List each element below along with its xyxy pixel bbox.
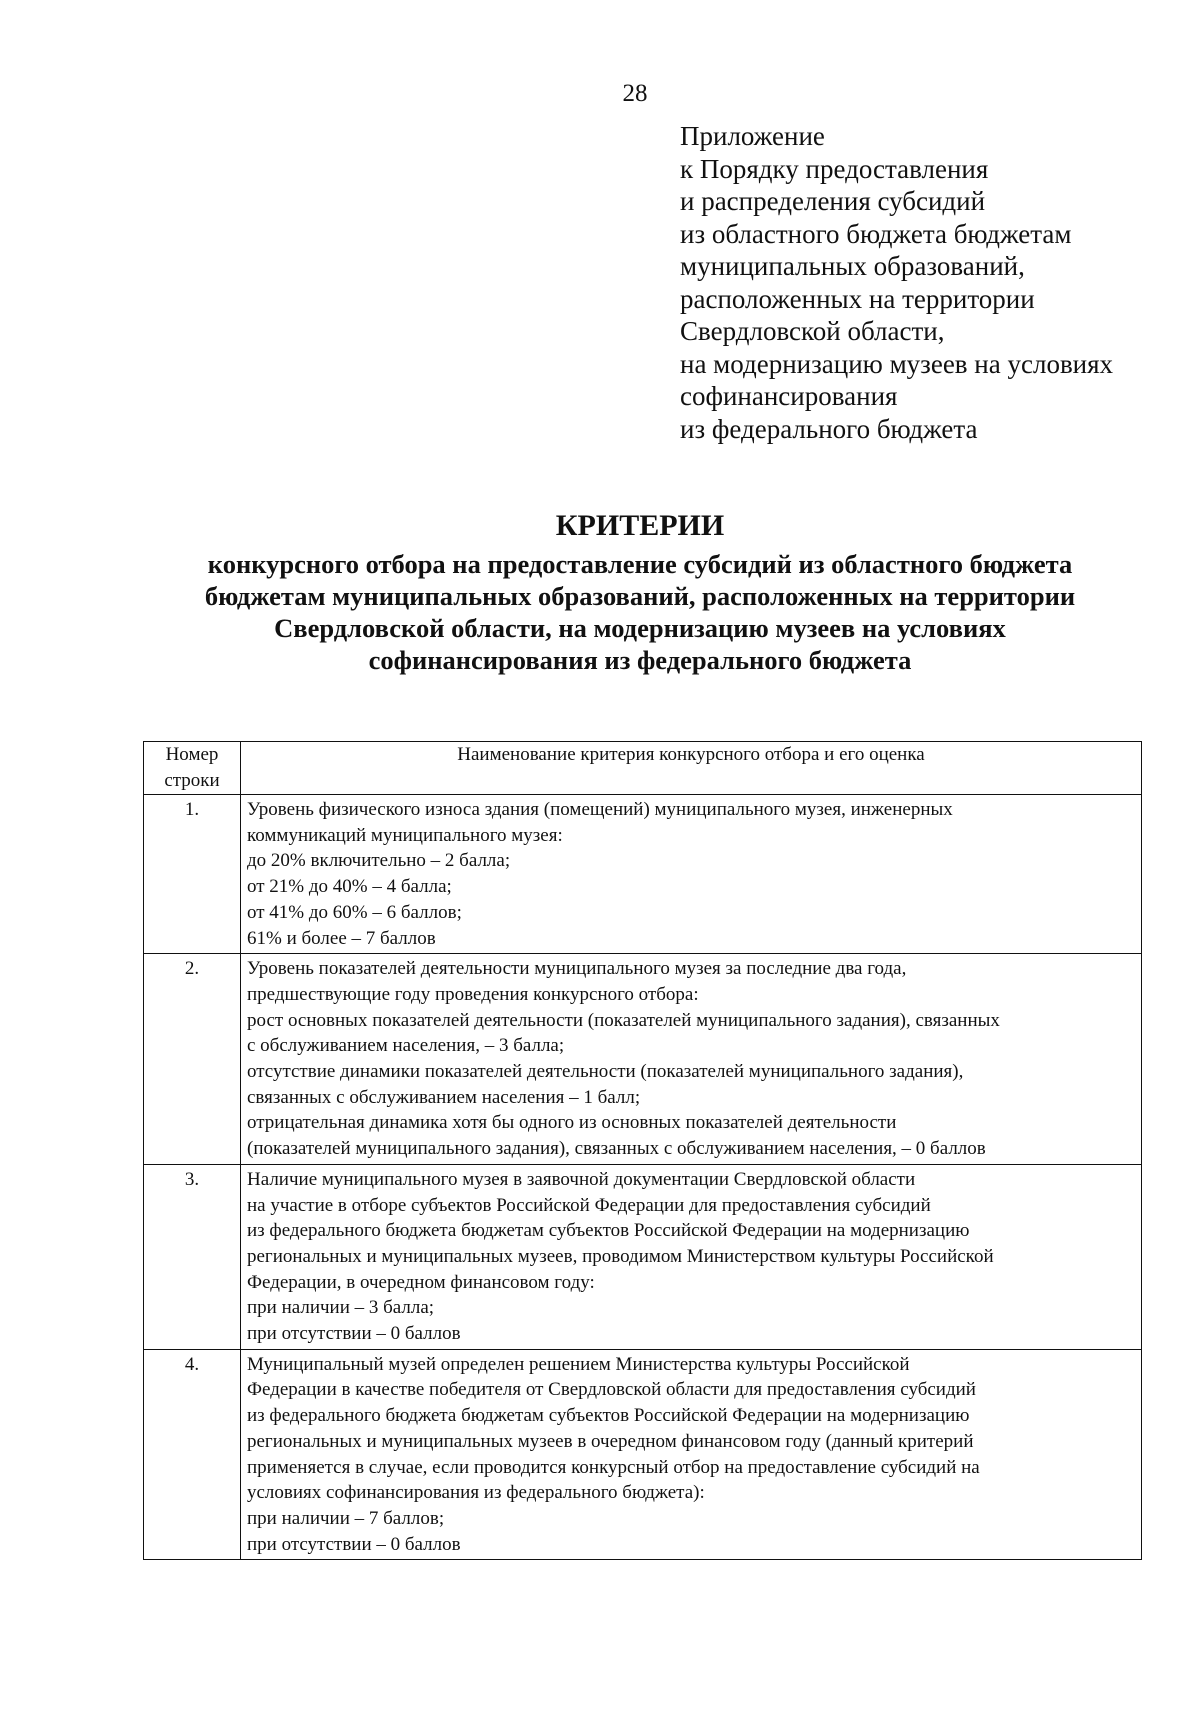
criterion-line: Федерации, в очередном финансовом году:: [247, 1271, 595, 1293]
appendix-line: из федерального бюджета: [680, 413, 978, 444]
subtitle-line: конкурсного отбора на предоставление субсидий из областного бюджета: [207, 549, 1073, 579]
table-row: [144, 795, 1142, 954]
criterion-line: из федерального бюджета бюджетам субъектов Российской Федерации на модернизацию: [247, 1405, 970, 1427]
row-criterion: [241, 1349, 1142, 1560]
criterion-line: (показателей муниципального задания), связанных с обслуживанием населения, – 0 баллов: [247, 1138, 986, 1160]
criteria-table: [143, 741, 1142, 1560]
appendix-line: на модернизацию музеев на условиях: [680, 348, 1114, 379]
table-row: [144, 954, 1142, 1165]
criterion-line: Уровень показателей деятельности муниципального музея за последние два года,: [247, 958, 907, 980]
criterion-line: при отсутствии – 0 баллов: [247, 1533, 461, 1555]
criterion-line: Уровень физического износа здания (помещений) муниципального музея, инженерных: [247, 799, 953, 820]
document-title: [130, 508, 1150, 676]
appendix-line: Приложение: [680, 121, 825, 151]
row-criterion: [241, 954, 1142, 1165]
criterion-line: региональных и муниципальных музеев, проводимом Министерством культуры Российской: [247, 1245, 994, 1267]
criterion-line: коммуникаций муниципального музея:: [247, 824, 563, 846]
row-number: 1.: [144, 795, 241, 954]
criterion-line: с обслуживанием населения, – 3 балла;: [247, 1035, 565, 1057]
criterion-line: связанных с обслуживанием населения – 1 балл;: [247, 1086, 641, 1108]
criterion-line: региональных и муниципальных музеев в очередном финансовом году (данный критерий: [247, 1430, 974, 1452]
criterion-line: от 41% до 60% – 6 баллов;: [247, 901, 462, 923]
title-main: КРИТЕРИИ: [555, 509, 725, 542]
column-header-number-line: Номер: [165, 744, 219, 765]
criterion-line: отрицательная динамика хотя бы одного из основных показателей деятельности: [247, 1112, 897, 1134]
appendix-line: и распределения субсидий: [680, 186, 986, 216]
criterion-line: предшествующие году проведения конкурсного отбора:: [247, 983, 699, 1005]
appendix-line: к Порядку предоставления: [680, 153, 989, 184]
criterion-line: Муниципальный музей определен решением Министерства культуры Российской: [247, 1353, 910, 1375]
criterion-line: на участие в отборе субъектов Российской Федерации для предоставления субсидий: [247, 1194, 931, 1216]
subtitle-line: Свердловской области, на модернизацию музеев на условиях: [274, 613, 1006, 643]
row-number: 2.: [144, 954, 241, 1165]
criterion-line: 61% и более – 7 баллов: [247, 927, 436, 949]
row-number: 3.: [144, 1164, 241, 1349]
criterion-line: при наличии – 7 баллов;: [247, 1507, 445, 1529]
criterion-line: условиях софинансирования из федерального бюджета):: [247, 1482, 705, 1504]
criterion-line: применяется в случае, если проводится конкурсный отбор на предоставление субсидий на: [247, 1456, 980, 1478]
column-header-number-line: строки: [164, 769, 220, 791]
row-number: 4.: [144, 1349, 241, 1560]
column-header-name: Наименование критерия конкурсного отбора и его оценка: [241, 742, 1142, 795]
criterion-line: при наличии – 3 балла;: [247, 1297, 435, 1319]
appendix-line: софинансирования: [680, 381, 898, 411]
criterion-line: Федерации в качестве победителя от Свердловской области для предоставления субсидий: [247, 1379, 976, 1401]
criterion-line: при отсутствии – 0 баллов: [247, 1323, 461, 1345]
page-number: 28: [622, 80, 648, 107]
appendix-line: муниципальных образований,: [680, 251, 1025, 281]
appendix-block: [680, 120, 1180, 445]
table-row: [144, 1164, 1142, 1349]
table-header-row: [144, 742, 1142, 795]
criterion-line: рост основных показателей деятельности (показателей муниципального задания), связанных: [247, 1009, 1000, 1031]
criterion-line: Наличие муниципального музея в заявочной документации Свердловской области: [247, 1168, 916, 1190]
appendix-line: расположенных на территории: [680, 283, 1035, 314]
table-row: [144, 1349, 1142, 1560]
criterion-line: отсутствие динамики показателей деятельности (показателей муниципального задания),: [247, 1061, 964, 1083]
column-header-number: [144, 742, 241, 795]
appendix-line: Свердловской области,: [680, 316, 945, 346]
appendix-line: из областного бюджета бюджетам: [680, 218, 1072, 249]
criterion-line: до 20% включительно – 2 балла;: [247, 850, 511, 872]
row-criterion: [241, 795, 1142, 954]
criterion-line: из федерального бюджета бюджетам субъектов Российской Федерации на модернизацию: [247, 1220, 970, 1242]
title-subtitle: [130, 548, 1150, 676]
row-criterion: [241, 1164, 1142, 1349]
subtitle-line: софинансирования из федерального бюджета: [368, 645, 912, 675]
subtitle-line: бюджетам муниципальных образований, расположенных на территории: [204, 581, 1076, 611]
criterion-line: от 21% до 40% – 4 балла;: [247, 876, 452, 898]
